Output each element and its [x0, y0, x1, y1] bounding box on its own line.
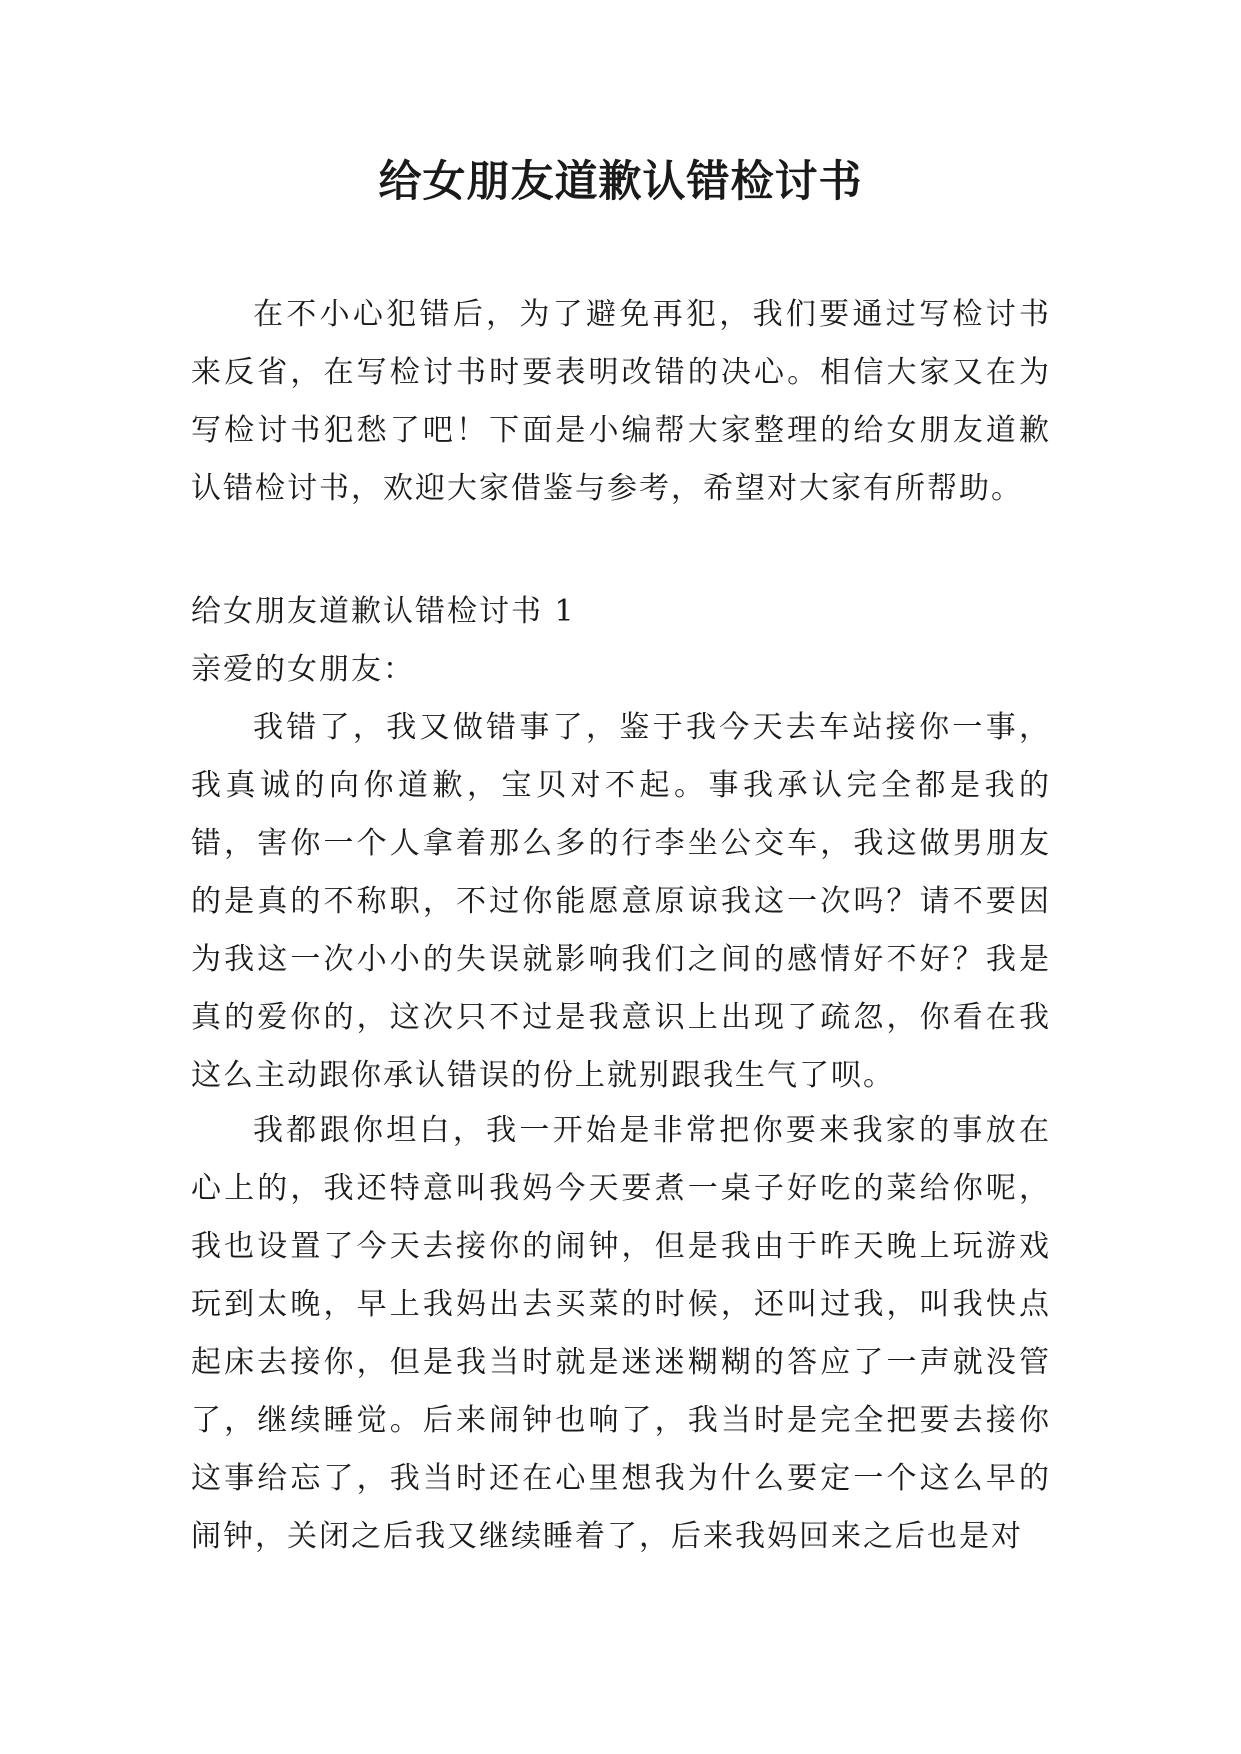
intro-paragraph: 在不小心犯错后，为了避免再犯，我们要通过写检讨书来反省，在写检讨书时要表明改错的决心。相信大家又在为写检讨书犯愁了吧！下面是小编帮大家整理的给女朋友道歉认错检讨书，欢迎大家借鉴与参考，希望对大家有所帮助。 — [191, 297, 1051, 506]
section-heading: 给女朋友道歉认错检讨书 1 — [191, 594, 576, 629]
body-paragraph: 我都跟你坦白，我一开始是非常把你要来我家的事放在心上的，我还特意叫我妈今天要煮一桌子好吃的菜给你呢，我也设置了今天去接你的闹钟，但是我由于昨天晚上玩游戏玩到太晚，早上我妈出去买菜的时候，还叫过我，叫我快点起床去接你，但是我当时就是迷迷糊糊的答应了一声就没管了，继续睡觉。后来闹钟也响了，我当时是完全把要去接你这事给忘了，我当时还在心里想我为什么要定一个这么早的闹钟，关闭之后我又继续睡着了，后来我妈回来之后也是对 — [191, 1113, 1051, 1554]
salutation: 亲爱的女朋友： — [191, 652, 415, 687]
body-paragraph: 我错了，我又做错事了，鉴于我今天去车站接你一事，我真诚的向你道歉，宝贝对不起。事我承认完全都是我的错，害你一个人拿着那么多的行李坐公交车，我这做男朋友的是真的不称职，不过你能愿意原谅我这一次吗？请不要因为我这一次小小的失误就影响我们之间的感情好不好？我是真的爱你的，这次只不过是我意识上出现了疏忽，你看在我这么主动跟你承认错误的份上就别跟我生气了呗。 — [191, 710, 1051, 1093]
document-title: 给女朋友道歉认错检讨书 — [378, 157, 863, 207]
